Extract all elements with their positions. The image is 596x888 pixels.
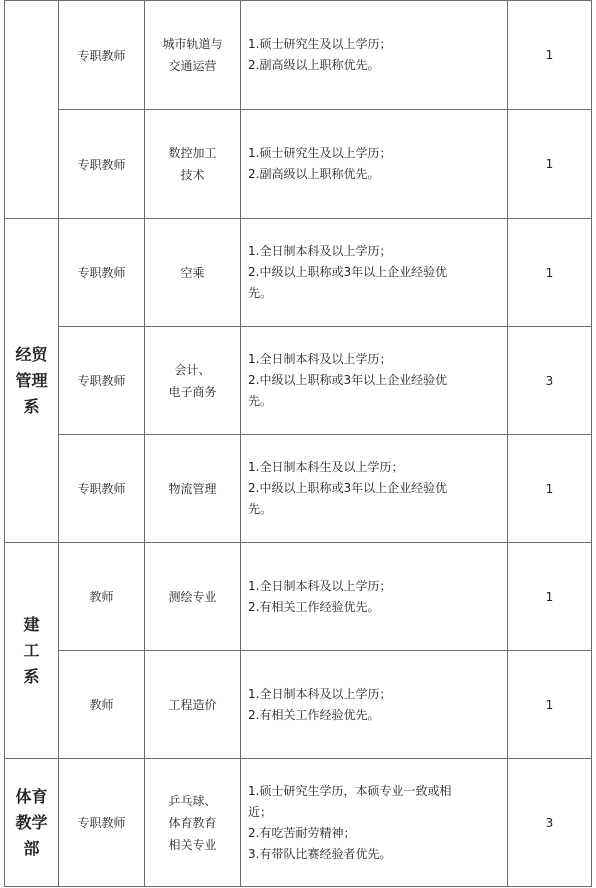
post-cell: 专职教师: [59, 1, 145, 110]
major-line: 交通运营: [168, 59, 217, 73]
department-line: 体育: [15, 786, 48, 806]
post-cell: 专职教师: [59, 110, 145, 219]
requirement-line: 2.有相关工作经验优先。: [248, 707, 380, 722]
requirement-line: 先。: [248, 394, 273, 408]
requirements-cell: [241, 219, 508, 327]
post-cell: 专职教师: [59, 759, 145, 887]
count-cell: 1: [508, 219, 592, 327]
major-line: 数控加工: [168, 146, 217, 160]
requirement-line: 3.有带队比赛经验者优先。: [248, 846, 392, 861]
major-line: 电子商务: [168, 384, 217, 399]
major-line: 工程造价: [168, 697, 217, 712]
count-cell: 1: [508, 110, 592, 219]
requirement-line: 近；: [248, 804, 273, 819]
table-row: [5, 543, 592, 651]
major-cell: [145, 435, 241, 543]
requirement-line: 2.有吃苦耐劳精神；: [248, 825, 356, 840]
major-cell: [145, 1, 241, 110]
requirement-line: 2.副高级以上职称优先。: [248, 167, 380, 181]
count-cell: 3: [508, 759, 592, 887]
department-line: 工: [23, 640, 40, 660]
requirement-line: 1.硕士研究生及以上学历；: [248, 37, 392, 51]
table-row: [5, 219, 592, 327]
major-line: 测绘专业: [168, 589, 217, 604]
major-cell: [145, 110, 241, 219]
requirements-cell: [241, 759, 508, 887]
major-line: 技术: [180, 168, 205, 182]
department-line: 系: [23, 666, 40, 686]
requirements-cell: [241, 1, 508, 110]
requirements-cell: [241, 110, 508, 219]
major-line: 物流管理: [168, 481, 217, 496]
major-cell: [145, 219, 241, 327]
department-cell: [5, 759, 59, 887]
requirements-cell: [241, 651, 508, 759]
post-cell: 专职教师: [59, 327, 145, 435]
major-line: 相关专业: [168, 837, 217, 852]
requirement-line: 2.副高级以上职称优先。: [248, 58, 380, 72]
requirement-line: 1.全日制本科及以上学历；: [248, 352, 392, 366]
table-row: [5, 110, 592, 219]
requirement-line: 1.硕士研究生及以上学历；: [248, 146, 392, 160]
requirement-line: 1.硕士研究生学历，本硕专业一致或相: [248, 783, 452, 798]
count-cell: 3: [508, 327, 592, 435]
post-cell: 专职教师: [59, 435, 145, 543]
department-cell: [5, 219, 59, 543]
table-row: [5, 759, 592, 887]
post-cell: 专职教师: [59, 219, 145, 327]
major-cell: [145, 759, 241, 887]
major-cell: [145, 651, 241, 759]
post-cell: 教师: [59, 651, 145, 759]
department-cell: [5, 1, 59, 219]
table-row: [5, 327, 592, 435]
department-line: 经贸: [15, 344, 48, 364]
requirement-line: 2.中级以上职称或3年以上企业经验优: [248, 265, 448, 279]
requirement-line: 2.有相关工作经验优先。: [248, 599, 380, 614]
major-line: 城市轨道与: [162, 37, 223, 51]
recruitment-table: [4, 0, 592, 887]
requirement-line: 先。: [248, 502, 273, 516]
department-line: 管理: [15, 370, 48, 390]
major-line: 会计、: [174, 362, 211, 377]
major-cell: [145, 327, 241, 435]
department-line: 建: [23, 614, 40, 634]
major-cell: [145, 543, 241, 651]
department-cell: [5, 543, 59, 759]
count-cell: 1: [508, 651, 592, 759]
table-row: [5, 651, 592, 759]
department-line: 系: [23, 396, 40, 416]
requirements-cell: [241, 327, 508, 435]
table-row: [5, 435, 592, 543]
requirement-line: 2.中级以上职称或3年以上企业经验优: [248, 481, 448, 495]
requirements-cell: [241, 543, 508, 651]
count-cell: 1: [508, 1, 592, 110]
requirement-line: 2.中级以上职称或3年以上企业经验优: [248, 373, 448, 387]
department-line: 部: [23, 838, 40, 858]
count-cell: 1: [508, 435, 592, 543]
major-line: 空乘: [180, 265, 205, 280]
requirement-line: 1.全日制本科及以上学历；: [248, 244, 392, 258]
requirement-line: 1.全日制本科及以上学历；: [248, 686, 392, 701]
department-line: 教学: [15, 812, 48, 832]
major-line: 乒乓球、: [168, 793, 217, 808]
count-cell: 1: [508, 543, 592, 651]
major-line: 体育教育: [168, 815, 217, 830]
requirement-line: 1.全日制本科生及以上学历；: [248, 460, 404, 474]
requirements-cell: [241, 435, 508, 543]
requirement-line: 先。: [248, 286, 273, 300]
requirement-line: 1.全日制本科及以上学历；: [248, 578, 392, 593]
post-cell: 教师: [59, 543, 145, 651]
table-row: [5, 1, 592, 110]
